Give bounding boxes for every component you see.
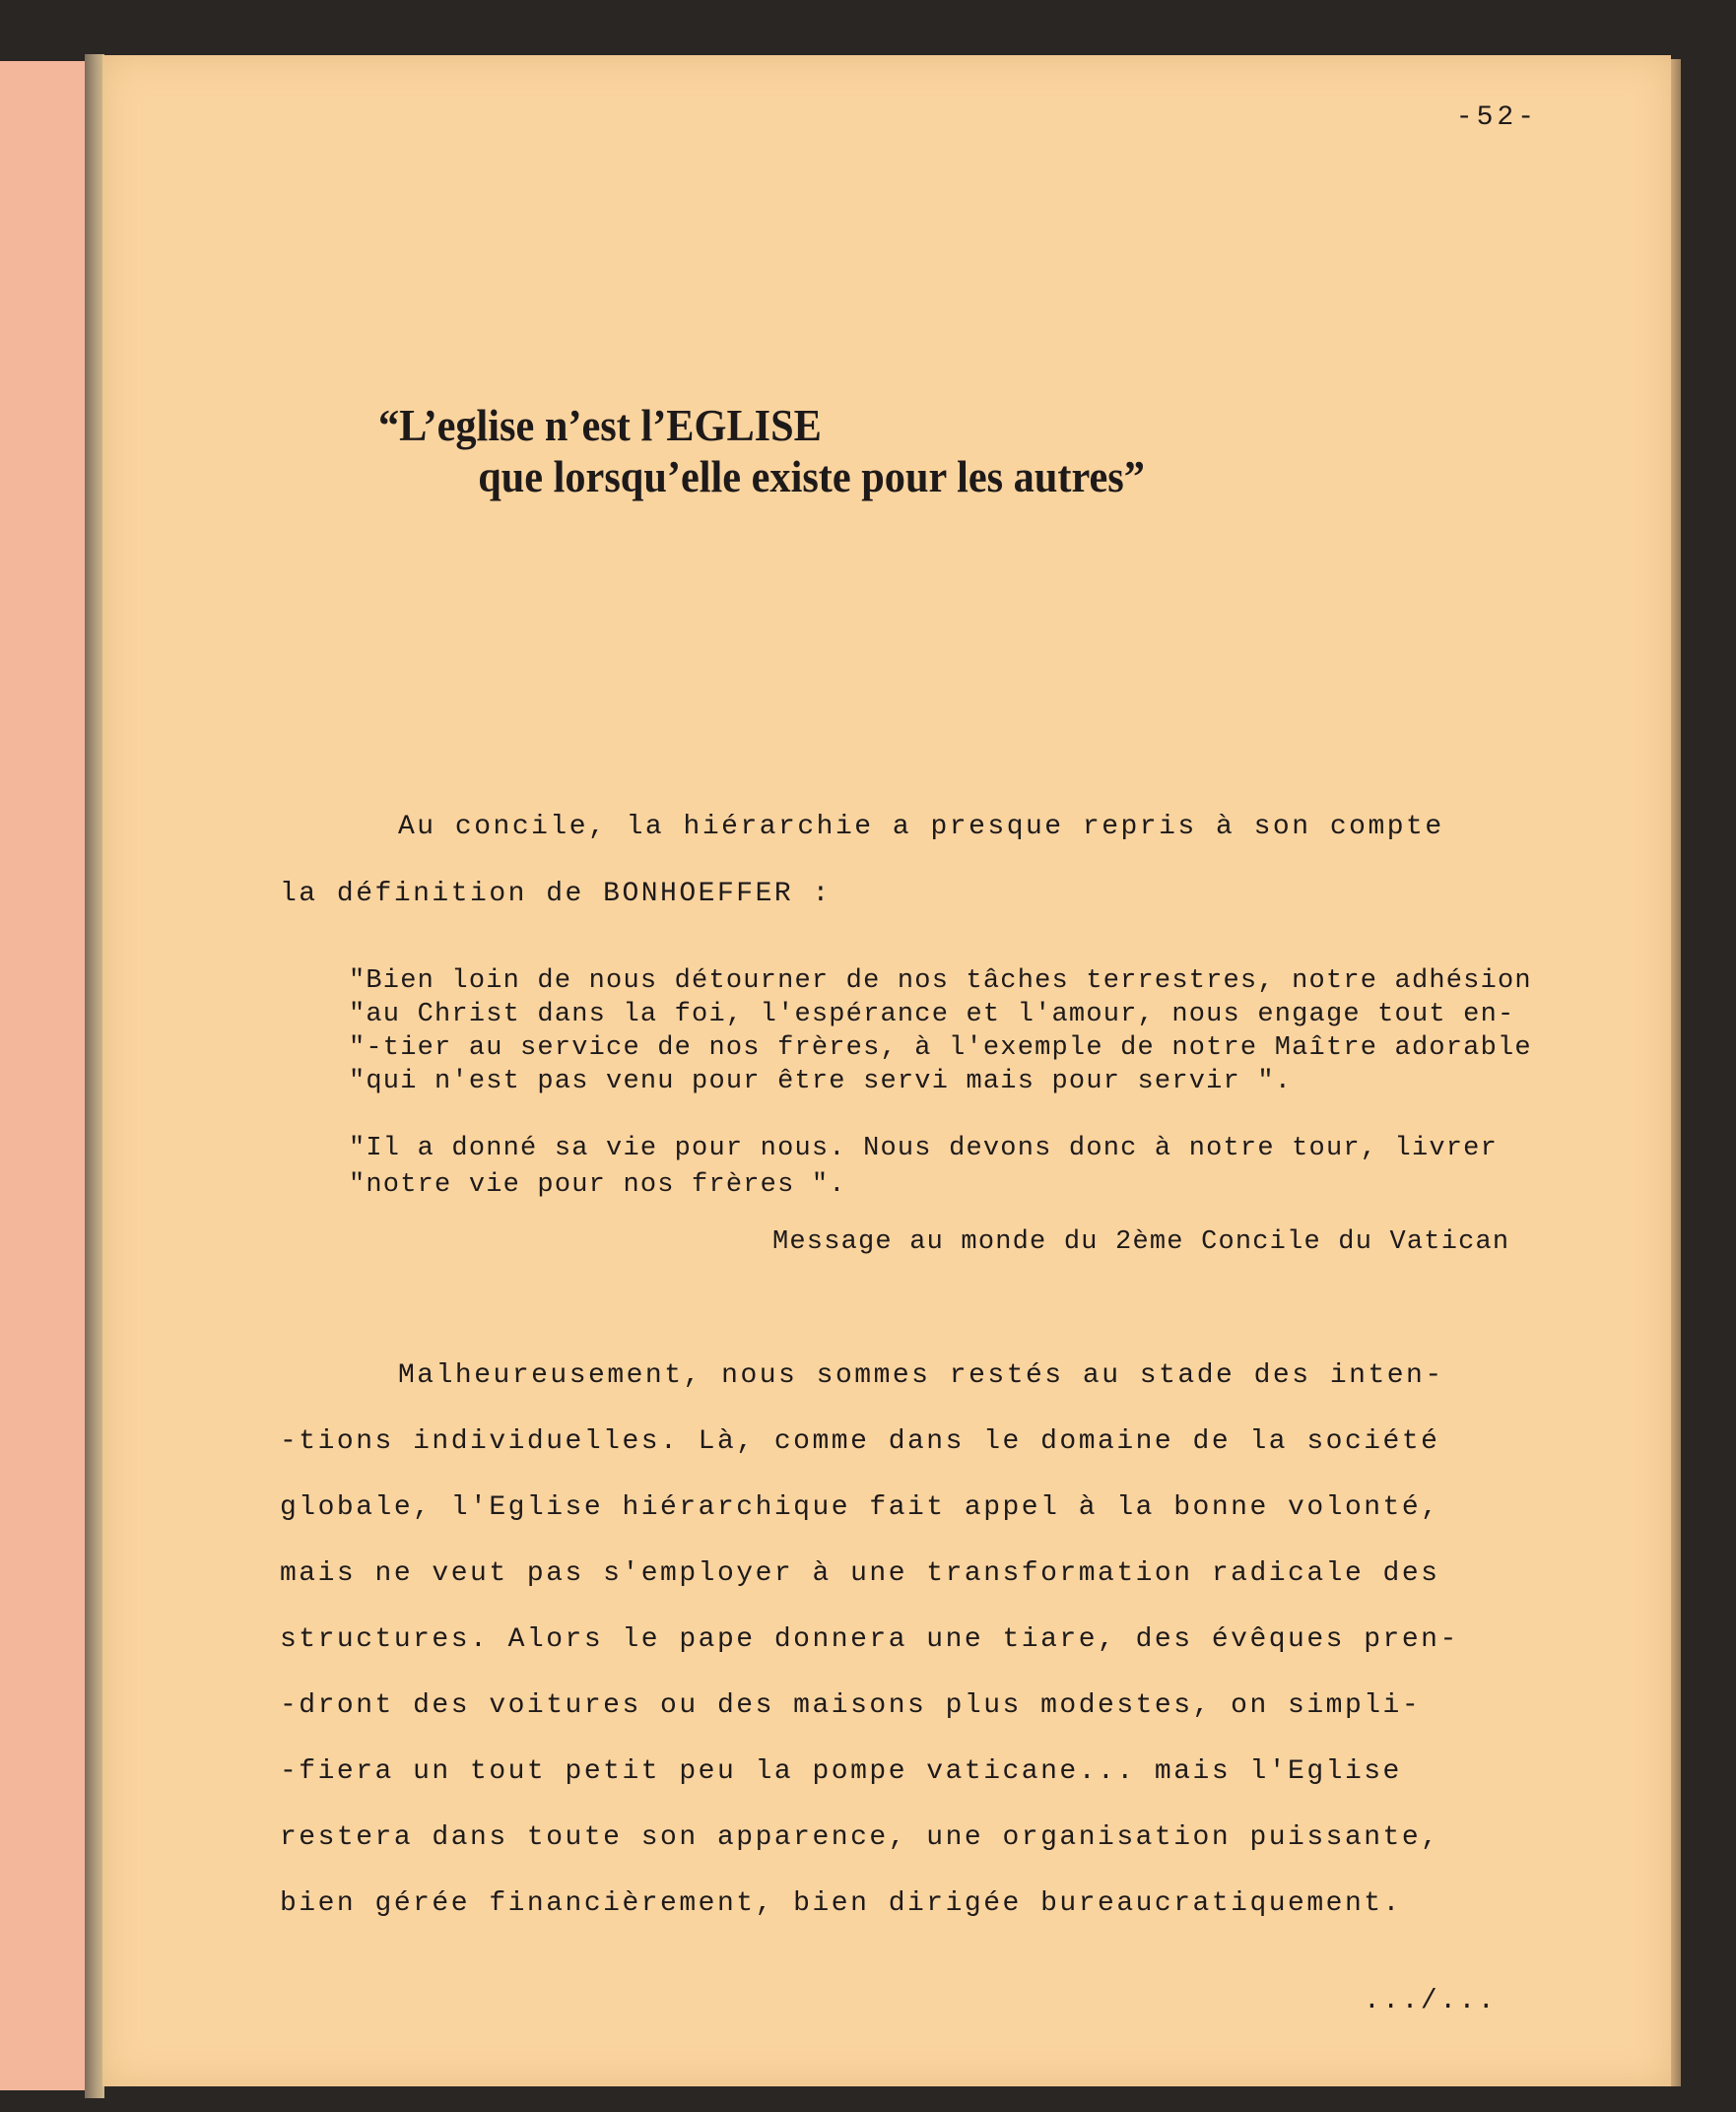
quote-line: "-tier au service de nos frères, à l'exemple de notre Maître adorable bbox=[349, 1033, 1532, 1063]
left-page-edge bbox=[0, 61, 89, 2090]
paragraph-line: restera dans toute son apparence, une organisation puissante, bbox=[280, 1822, 1440, 1853]
paragraph-line: mais ne veut pas s'employer à une transformation radicale des bbox=[280, 1558, 1440, 1589]
paragraph-line: -fiera un tout petit peu la pompe vaticane... mais l'Eglise bbox=[280, 1756, 1402, 1787]
paragraph-line: globale, l'Eglise hiérarchique fait appel à la bonne volonté, bbox=[280, 1492, 1440, 1523]
page-number: -52- bbox=[1455, 102, 1538, 133]
intro-line: Au concile, la hiérarchie a presque repris à son compte bbox=[398, 812, 1444, 842]
quote-line: "au Christ dans la foi, l'espérance et l'amour, nous engage tout en- bbox=[349, 1000, 1515, 1029]
title-line-1: “L’eglise n’est l’EGLISE bbox=[378, 400, 822, 450]
paragraph-line: -dront des voitures ou des maisons plus modestes, on simpli- bbox=[280, 1690, 1422, 1721]
paragraph-line: Malheureusement, nous sommes restés au stade des inten- bbox=[398, 1360, 1444, 1391]
intro-line: la définition de BONHOEFFER : bbox=[280, 879, 832, 909]
continuation-mark: .../... bbox=[1364, 1986, 1498, 2016]
paragraph-line: bien gérée financièrement, bien dirigée bureaucratiquement. bbox=[280, 1888, 1402, 1919]
book-spine bbox=[85, 54, 104, 2098]
quote-line: "Il a donné sa vie pour nous. Nous devons donc à notre tour, livrer bbox=[349, 1134, 1498, 1163]
quote-line: "qui n'est pas venu pour être servi mais pour servir ". bbox=[349, 1067, 1293, 1096]
document-page bbox=[102, 55, 1671, 2086]
paragraph-line: -tions individuelles. Là, comme dans le domaine de la société bbox=[280, 1426, 1440, 1457]
page-title bbox=[378, 400, 1145, 502]
paragraph-line: structures. Alors le pape donnera une tiare, des évêques pren- bbox=[280, 1624, 1459, 1655]
title-line-2: que lorsqu’elle existe pour les autres” bbox=[478, 451, 1145, 501]
quote-line: "notre vie pour nos frères ". bbox=[349, 1170, 846, 1200]
quote-attribution: Message au monde du 2ème Concile du Vatican bbox=[772, 1227, 1510, 1257]
quote-line: "Bien loin de nous détourner de nos tâches terrestres, notre adhésion bbox=[349, 966, 1532, 996]
